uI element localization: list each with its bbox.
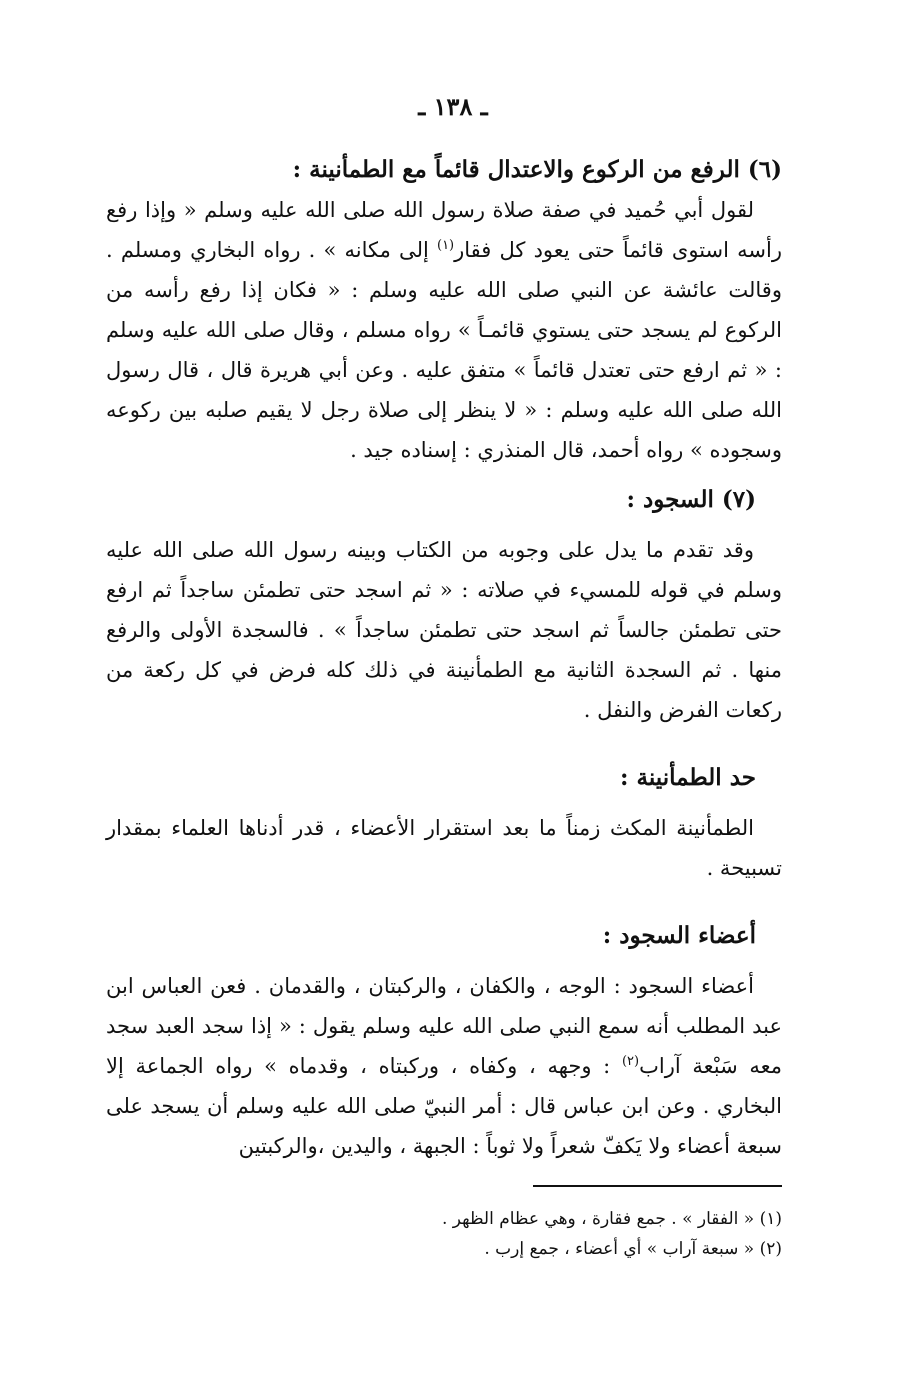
footnotes <box>106 1204 782 1264</box>
footnote-divider <box>533 1185 782 1187</box>
section-heading-tumaanina: حد الطمأنينة : <box>620 764 756 791</box>
section-heading-sujud-organs: أعضاء السجود : <box>602 922 756 949</box>
footnote-1: (١) « الفقار » . جمع فقارة ، وهي عظام الظهر . <box>441 1209 782 1229</box>
paragraph-tumaanina: الطمأنينة المكث زمناً ما بعد استقرار الأعضاء ، قدر أدناها العلماء بمقدار تسبيحة . <box>106 816 782 880</box>
section-heading-sujud: (٧) السجود : <box>626 486 756 513</box>
page-body <box>106 150 782 1166</box>
paragraph-text: لقول أبي حُميد في صفة صلاة رسول الله صلى الله عليه وسلم « وإذا رفع رأسه استوى قائماً حتى يعود كل فقار <box>106 198 782 262</box>
footnote-reference-2[interactable]: (٢) <box>621 1054 640 1069</box>
footnote-2: (٢) « سبعة آراب » أي أعضاء ، جمع إرب . <box>484 1239 782 1259</box>
paragraph-text: أعضاء السجود : الوجه ، والكفان ، والركبتان ، والقدمان . فعن العباس ابن عبد المطلب أنه سمع النبي صلى الله عليه وسلم يقول : « إذا سجد العبد سجد معه سَبْعة آراب <box>106 974 783 1078</box>
paragraph-text-continued: إلى مكانه » . رواه البخاري ومسلم . وقالت عائشة عن النبي صلى الله عليه وسلم : « فكان إذا رفع رأسه من الركوع لم يسجد حتى يستوي قائمـاً » رواه مسلم ، وقال صلى الله عليه وسلم : « ثم ارفع حتى تعتدل قائماً » متفق عليه . وعن أبي هريرة قال ، قال رسول الله صلى الله عليه وسلم : « لا ينظر إلى صلاة رجل لا يقيم صلبه بين ركوعه وسجوده » رواه أحمد، قال المنذري : إسناده جيد . <box>106 238 782 462</box>
page-number: ـ ١٣٨ ـ <box>418 92 488 121</box>
paragraph-raising-from-ruku <box>106 190 782 470</box>
footnote-reference-1[interactable]: (١) <box>436 238 455 253</box>
section-heading-raising-from-ruku: (٦) الرفع من الركوع والاعتدال قائماً مع الطمأنينة : <box>292 156 782 183</box>
paragraph-text-continued: : وجهه ، وكفاه ، وركبتاه ، وقدماه » رواه الجماعة إلا البخاري . وعن ابن عباس قال : أمر النبيّ صلى الله عليه وسلم أن يسجد على سبعة أعضاء ولا يَكفّ شعراً ولا ثوباً : الجبهة ، واليدين ،والركبتين <box>106 1054 782 1158</box>
paragraph-sujud: وقد تقدم ما يدل على وجوبه من الكتاب وبينه رسول الله صلى الله عليه وسلم في قوله للمسيء في صلاته : « ثم اسجد حتى تطمئن ساجداً ثم ارفع حتى تطمئن جالساً ثم اسجد حتى تطمئن ساجداً » . فالسجدة الأولى والرفع منها . ثم السجدة الثانية مع الطمأنينة في ذلك كله فرض في كل ركعة من ركعات الفرض والنفل . <box>106 538 782 722</box>
paragraph-sujud-organs <box>106 966 782 1166</box>
